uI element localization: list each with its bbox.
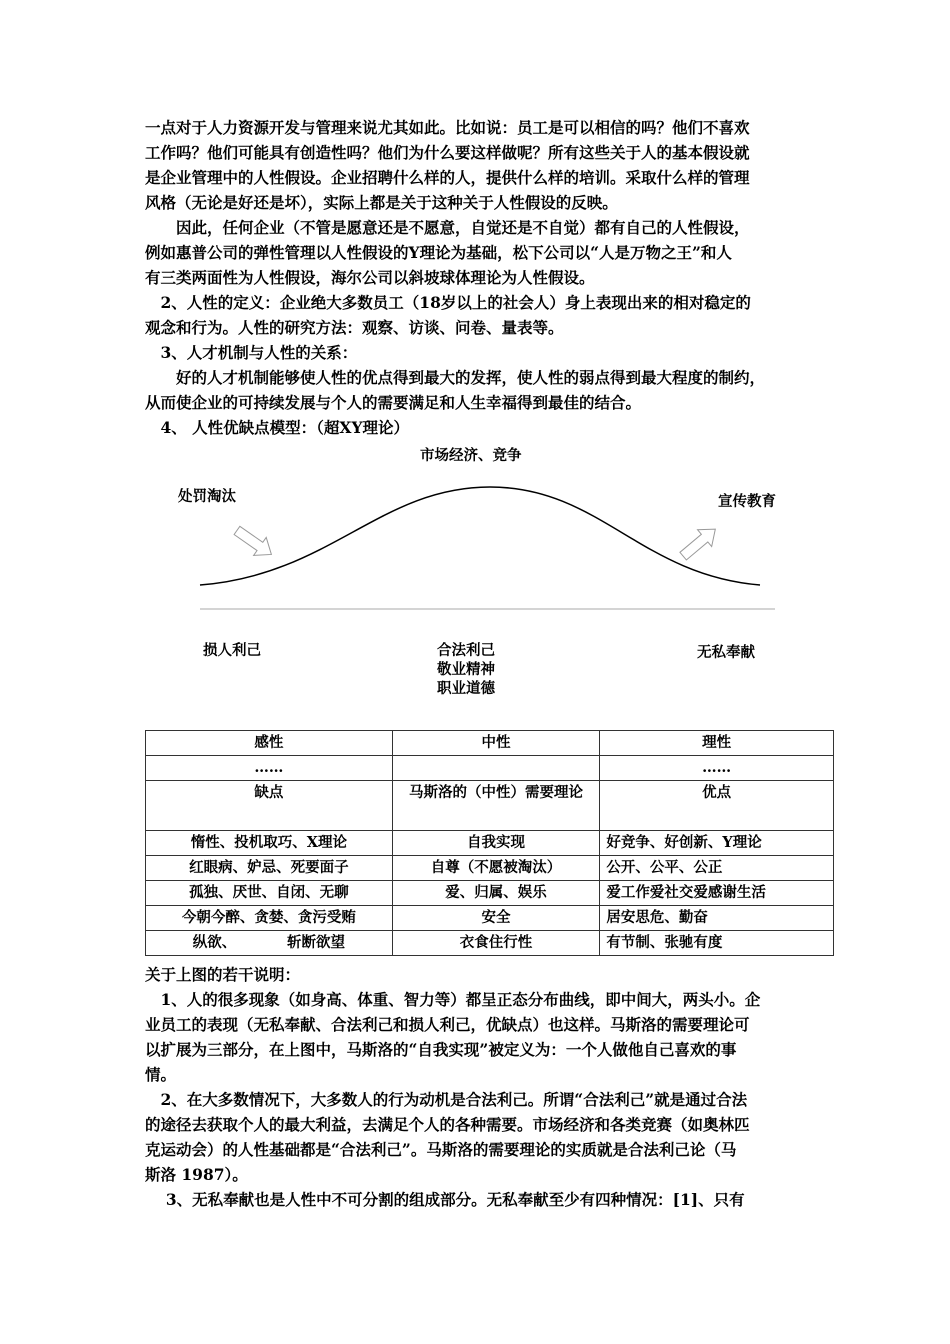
table-row bbox=[146, 906, 834, 931]
text-line: 关于上图的若干说明： bbox=[145, 965, 301, 984]
human-nature-table bbox=[145, 730, 834, 956]
table-cell: 今朝今醉、贪婪、贪污受贿 bbox=[146, 906, 393, 931]
text-line: 的途径去获取个人的最大利益，去满足个人的各种需要。市场经济和各类竞赛（如奥林匹 bbox=[145, 1115, 750, 1134]
text-line: 一点对于人力资源开发与管理来说尤其如此。比如说：员工是可以相信的吗？他们不喜欢 bbox=[145, 118, 750, 137]
table-cell: 爱、归属、娱乐 bbox=[392, 881, 600, 906]
table-cell: 安全 bbox=[392, 906, 600, 931]
table-cell: 有节制、张驰有度 bbox=[600, 931, 834, 956]
table-row bbox=[146, 756, 834, 781]
text-line: 是企业管理中的人性假设。企业招聘什么样的人，提供什么样的培训。采取什么样的管理 bbox=[145, 168, 750, 187]
text-line: 3、人才机制与人性的关系： bbox=[145, 343, 358, 362]
text-line: 斯洛 1987）。 bbox=[145, 1165, 248, 1184]
text-line: 因此，任何企业（不管是愿意还是不愿意，自觉还是不自觉）都有自己的人性假设， bbox=[145, 218, 750, 237]
table-cell: 自尊（不愿被淘汰） bbox=[392, 856, 600, 881]
label-legal-self: 合法利己 bbox=[437, 642, 495, 659]
table-cell: …… bbox=[600, 756, 834, 781]
text-line: 例如惠普公司的弹性管理以人性假设的Y理论为基础，松下公司以“人是万物之王”和人 bbox=[145, 243, 732, 262]
arrow-up-right-icon bbox=[676, 521, 722, 565]
label-dedication: 敬业精神 bbox=[437, 661, 495, 678]
table-cell: 理性 bbox=[600, 731, 834, 756]
label-harm-others: 损人利己 bbox=[203, 642, 261, 659]
bell-curve bbox=[200, 487, 760, 585]
table-cell: 缺点 bbox=[146, 781, 393, 831]
text-line: 2、在大多数情况下，大多数人的行为动机是合法利己。所谓“合法利己”就是通过合法 bbox=[145, 1090, 748, 1109]
text-line: 克运动会）的人性基础都是“合法利己”。马斯洛的需要理论的实质就是合法利己论（马 bbox=[145, 1140, 737, 1159]
table-header-row bbox=[146, 731, 834, 756]
table-cell: 红眼病、妒忌、死要面子 bbox=[146, 856, 393, 881]
text-line: 有三类两面性为人性假设，海尔公司以斜坡球体理论为人性假设。 bbox=[145, 268, 595, 287]
text-line: 工作吗？他们可能具有创造性吗？他们为什么要这样做呢？所有这些关于人的基本假设就 bbox=[145, 143, 750, 162]
arrow-down-right-icon bbox=[231, 521, 278, 563]
table-cell: 纵欲、 斩断欲望 bbox=[146, 931, 393, 956]
table-cell: …… bbox=[146, 756, 393, 781]
text-line: 4、 人性优缺点模型：（超XY理论） bbox=[145, 418, 410, 437]
table-cell: 爱工作爱社交爱感谢生活 bbox=[600, 881, 834, 906]
text-line: 1、人的很多现象（如身高、体重、智力等）都呈正态分布曲线，即中间大，两头小。企 bbox=[145, 990, 761, 1009]
table-row bbox=[146, 931, 834, 956]
text-line: 业员工的表现（无私奉献、合法利己和损人利己，优缺点）也这样。马斯洛的需要理论可 bbox=[145, 1015, 750, 1034]
table-cell: 马斯洛的（中性）需要理论 bbox=[392, 781, 600, 831]
table-cell: 衣食住行性 bbox=[392, 931, 600, 956]
text-line: 风格（无论是好还是坏），实际上都是关于这种关于人性假设的反映。 bbox=[145, 193, 618, 212]
table-row bbox=[146, 856, 834, 881]
table-cell: 孤独、厌世、自闭、无聊 bbox=[146, 881, 393, 906]
label-market: 市场经济、竞争 bbox=[420, 447, 522, 464]
table-row bbox=[146, 831, 834, 856]
table-cell: 公开、公平、公正 bbox=[600, 856, 834, 881]
table-cell: 优点 bbox=[600, 781, 834, 831]
label-ethics: 职业道德 bbox=[437, 680, 495, 697]
text-line: 情。 bbox=[145, 1065, 177, 1084]
table-row bbox=[146, 781, 834, 831]
text-line: 3、无私奉献也是人性中不可分割的组成部分。无私奉献至少有四种情况：[1]、只有 bbox=[145, 1190, 745, 1209]
label-punish: 处罚淘汰 bbox=[178, 488, 236, 505]
table-cell bbox=[392, 756, 600, 781]
text-line: 观念和行为。人性的研究方法：观察、访谈、问卷、量表等。 bbox=[145, 318, 564, 337]
table-cell: 感性 bbox=[146, 731, 393, 756]
text-line: 好的人才机制能够使人性的优点得到最大的发挥，使人性的弱点得到最大程度的制约， bbox=[145, 368, 766, 387]
text-line: 以扩展为三部分，在上图中，马斯洛的“自我实现”被定义为：一个人做他自己喜欢的事 bbox=[145, 1040, 737, 1059]
label-selfless: 无私奉献 bbox=[697, 644, 755, 661]
table-cell: 惰性、投机取巧、X理论 bbox=[146, 831, 393, 856]
label-educate: 宣传教育 bbox=[718, 493, 776, 510]
table-cell: 自我实现 bbox=[392, 831, 600, 856]
table-cell: 好竞争、好创新、Y理论 bbox=[600, 831, 834, 856]
table-cell: 居安思危、勤奋 bbox=[600, 906, 834, 931]
text-line: 从而使企业的可持续发展与个人的需要满足和人生幸福得到最佳的结合。 bbox=[145, 393, 642, 412]
text-line: 2、人性的定义：企业绝大多数员工（18岁以上的社会人）身上表现出来的相对稳定的 bbox=[145, 293, 751, 312]
table-cell: 中性 bbox=[392, 731, 600, 756]
table-row bbox=[146, 881, 834, 906]
